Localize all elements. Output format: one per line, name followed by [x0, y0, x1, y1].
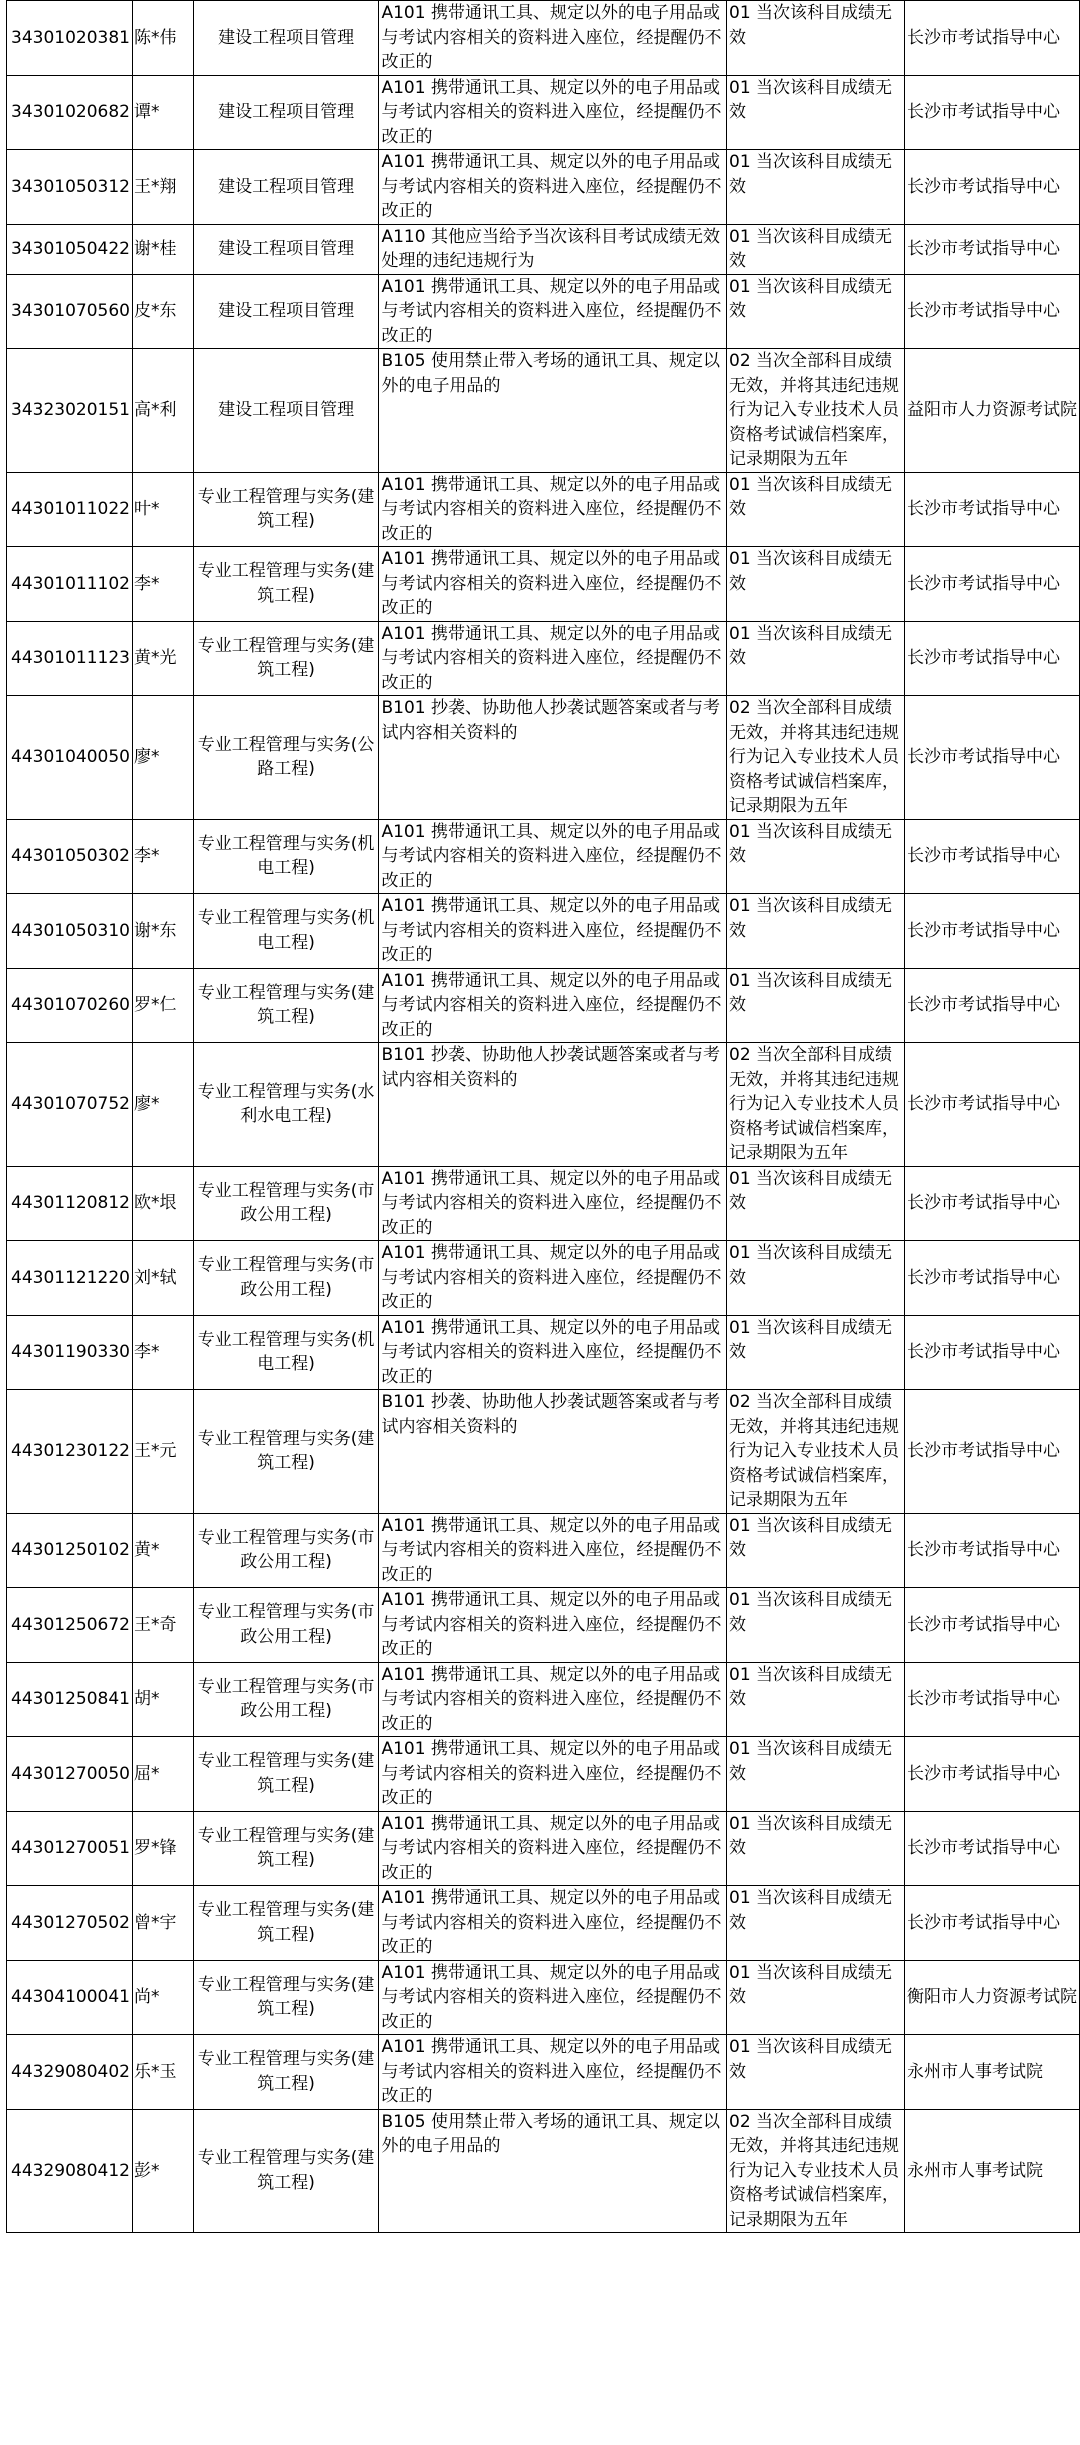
candidate-name-cell: 黄*光	[132, 621, 193, 696]
violation-cell: B101 抄袭、协助他人抄袭试题答案或者与考试内容相关资料的	[379, 1043, 727, 1167]
penalty-cell: 02 当次全部科目成绩无效，并将其违纪违规行为记入专业技术人员资格考试诚信档案库，记录期限为五年	[727, 696, 905, 820]
exam-number-cell: 44301070752	[7, 1043, 133, 1167]
violation-cell: A101 携带通讯工具、规定以外的电子用品或与考试内容相关的资料进入座位，经提醒仍不改正的	[379, 2035, 727, 2110]
subject-cell: 专业工程管理与实务(市政公用工程)	[193, 1588, 379, 1663]
exam-number-cell: 44301270051	[7, 1811, 133, 1886]
subject-cell: 建设工程项目管理	[193, 1, 379, 76]
exam-number-cell: 44301230122	[7, 1390, 133, 1514]
violation-cell: A101 携带通讯工具、规定以外的电子用品或与考试内容相关的资料进入座位，经提醒仍不改正的	[379, 1, 727, 76]
candidate-name-cell: 廖*	[132, 696, 193, 820]
candidate-name-cell: 李*	[132, 819, 193, 894]
violation-cell: A101 携带通讯工具、规定以外的电子用品或与考试内容相关的资料进入座位，经提醒仍不改正的	[379, 1960, 727, 2035]
exam-authority-cell: 长沙市考试指导中心	[904, 1315, 1079, 1390]
exam-number-cell: 44301250672	[7, 1588, 133, 1663]
exam-number-cell: 44304100041	[7, 1960, 133, 2035]
violation-cell: A101 携带通讯工具、规定以外的电子用品或与考试内容相关的资料进入座位，经提醒仍不改正的	[379, 968, 727, 1043]
exam-authority-cell: 长沙市考试指导中心	[904, 968, 1079, 1043]
table-row	[7, 621, 1080, 696]
table-row	[7, 1, 1080, 76]
exam-number-cell: 44301070260	[7, 968, 133, 1043]
exam-number-cell: 44301270050	[7, 1737, 133, 1812]
violation-records-table	[6, 0, 1080, 2233]
penalty-cell: 01 当次该科目成绩无效	[727, 1513, 905, 1588]
penalty-cell: 02 当次全部科目成绩无效，并将其违纪违规行为记入专业技术人员资格考试诚信档案库，记录期限为五年	[727, 1390, 905, 1514]
violation-cell: A101 携带通讯工具、规定以外的电子用品或与考试内容相关的资料进入座位，经提醒仍不改正的	[379, 1811, 727, 1886]
exam-authority-cell: 长沙市考试指导中心	[904, 621, 1079, 696]
penalty-cell: 01 当次该科目成绩无效	[727, 2035, 905, 2110]
table-row	[7, 1166, 1080, 1241]
candidate-name-cell: 罗*仁	[132, 968, 193, 1043]
subject-cell: 建设工程项目管理	[193, 150, 379, 225]
exam-authority-cell: 长沙市考试指导中心	[904, 274, 1079, 349]
table-row	[7, 1390, 1080, 1514]
exam-number-cell: 44329080412	[7, 2109, 133, 2233]
exam-number-cell: 44301250841	[7, 1662, 133, 1737]
penalty-cell: 02 当次全部科目成绩无效，并将其违纪违规行为记入专业技术人员资格考试诚信档案库，记录期限为五年	[727, 1043, 905, 1167]
violation-cell: A101 携带通讯工具、规定以外的电子用品或与考试内容相关的资料进入座位，经提醒仍不改正的	[379, 75, 727, 150]
table-row	[7, 1588, 1080, 1663]
table-row	[7, 1811, 1080, 1886]
exam-number-cell: 44301120812	[7, 1166, 133, 1241]
candidate-name-cell: 刘*轼	[132, 1241, 193, 1316]
candidate-name-cell: 屈*	[132, 1737, 193, 1812]
table-row	[7, 1960, 1080, 2035]
penalty-cell: 01 当次该科目成绩无效	[727, 1737, 905, 1812]
penalty-cell: 01 当次该科目成绩无效	[727, 1960, 905, 2035]
exam-number-cell: 34301050422	[7, 224, 133, 274]
penalty-cell: 01 当次该科目成绩无效	[727, 1886, 905, 1961]
exam-authority-cell: 益阳市人力资源考试院	[904, 349, 1079, 473]
subject-cell: 专业工程管理与实务(建筑工程)	[193, 621, 379, 696]
candidate-name-cell: 胡*	[132, 1662, 193, 1737]
exam-authority-cell: 长沙市考试指导中心	[904, 75, 1079, 150]
subject-cell: 专业工程管理与实务(市政公用工程)	[193, 1241, 379, 1316]
subject-cell: 专业工程管理与实务(机电工程)	[193, 1315, 379, 1390]
exam-number-cell: 44301011022	[7, 472, 133, 547]
penalty-cell: 01 当次该科目成绩无效	[727, 621, 905, 696]
subject-cell: 专业工程管理与实务(建筑工程)	[193, 1811, 379, 1886]
exam-number-cell: 44301121220	[7, 1241, 133, 1316]
subject-cell: 专业工程管理与实务(机电工程)	[193, 819, 379, 894]
exam-authority-cell: 长沙市考试指导中心	[904, 696, 1079, 820]
exam-number-cell: 34323020151	[7, 349, 133, 473]
table-row	[7, 1886, 1080, 1961]
table-row	[7, 547, 1080, 622]
violation-cell: A101 携带通讯工具、规定以外的电子用品或与考试内容相关的资料进入座位，经提醒仍不改正的	[379, 150, 727, 225]
candidate-name-cell: 谢*桂	[132, 224, 193, 274]
table-row	[7, 1513, 1080, 1588]
violation-cell: B101 抄袭、协助他人抄袭试题答案或者与考试内容相关资料的	[379, 696, 727, 820]
candidate-name-cell: 彭*	[132, 2109, 193, 2233]
exam-number-cell: 44329080402	[7, 2035, 133, 2110]
table-row	[7, 1043, 1080, 1167]
exam-authority-cell: 长沙市考试指导中心	[904, 1166, 1079, 1241]
violation-cell: A101 携带通讯工具、规定以外的电子用品或与考试内容相关的资料进入座位，经提醒仍不改正的	[379, 1315, 727, 1390]
exam-authority-cell: 衡阳市人力资源考试院	[904, 1960, 1079, 2035]
exam-authority-cell: 长沙市考试指导中心	[904, 1662, 1079, 1737]
table-row	[7, 472, 1080, 547]
exam-number-cell: 44301011123	[7, 621, 133, 696]
exam-authority-cell: 长沙市考试指导中心	[904, 1513, 1079, 1588]
violation-cell: A101 携带通讯工具、规定以外的电子用品或与考试内容相关的资料进入座位，经提醒仍不改正的	[379, 1886, 727, 1961]
candidate-name-cell: 乐*玉	[132, 2035, 193, 2110]
exam-number-cell: 34301020381	[7, 1, 133, 76]
exam-authority-cell: 长沙市考试指导中心	[904, 1390, 1079, 1514]
penalty-cell: 01 当次该科目成绩无效	[727, 1, 905, 76]
table-row	[7, 696, 1080, 820]
table-body	[7, 1, 1080, 2233]
exam-number-cell: 44301040050	[7, 696, 133, 820]
table-row	[7, 1662, 1080, 1737]
table-row	[7, 894, 1080, 969]
candidate-name-cell: 曾*宇	[132, 1886, 193, 1961]
table-row	[7, 150, 1080, 225]
penalty-cell: 01 当次该科目成绩无效	[727, 819, 905, 894]
subject-cell: 专业工程管理与实务(建筑工程)	[193, 968, 379, 1043]
candidate-name-cell: 陈*伟	[132, 1, 193, 76]
exam-authority-cell: 长沙市考试指导中心	[904, 472, 1079, 547]
subject-cell: 建设工程项目管理	[193, 274, 379, 349]
subject-cell: 专业工程管理与实务(建筑工程)	[193, 1960, 379, 2035]
candidate-name-cell: 罗*锋	[132, 1811, 193, 1886]
candidate-name-cell: 廖*	[132, 1043, 193, 1167]
subject-cell: 专业工程管理与实务(建筑工程)	[193, 2109, 379, 2233]
violation-cell: A101 携带通讯工具、规定以外的电子用品或与考试内容相关的资料进入座位，经提醒仍不改正的	[379, 547, 727, 622]
candidate-name-cell: 尚*	[132, 1960, 193, 2035]
penalty-cell: 01 当次该科目成绩无效	[727, 1166, 905, 1241]
violation-cell: A101 携带通讯工具、规定以外的电子用品或与考试内容相关的资料进入座位，经提醒仍不改正的	[379, 472, 727, 547]
subject-cell: 专业工程管理与实务(建筑工程)	[193, 472, 379, 547]
exam-authority-cell: 长沙市考试指导中心	[904, 1, 1079, 76]
subject-cell: 建设工程项目管理	[193, 75, 379, 150]
violation-cell: A110 其他应当给予当次该科目考试成绩无效处理的违纪违规行为	[379, 224, 727, 274]
subject-cell: 专业工程管理与实务(市政公用工程)	[193, 1166, 379, 1241]
exam-authority-cell: 长沙市考试指导中心	[904, 1811, 1079, 1886]
penalty-cell: 01 当次该科目成绩无效	[727, 472, 905, 547]
exam-authority-cell: 长沙市考试指导中心	[904, 1241, 1079, 1316]
subject-cell: 专业工程管理与实务(建筑工程)	[193, 1737, 379, 1812]
subject-cell: 专业工程管理与实务(市政公用工程)	[193, 1662, 379, 1737]
penalty-cell: 01 当次该科目成绩无效	[727, 894, 905, 969]
violation-cell: A101 携带通讯工具、规定以外的电子用品或与考试内容相关的资料进入座位，经提醒仍不改正的	[379, 1588, 727, 1663]
table-row	[7, 968, 1080, 1043]
exam-authority-cell: 永州市人事考试院	[904, 2035, 1079, 2110]
violation-cell: A101 携带通讯工具、规定以外的电子用品或与考试内容相关的资料进入座位，经提醒仍不改正的	[379, 1737, 727, 1812]
candidate-name-cell: 高*利	[132, 349, 193, 473]
penalty-cell: 01 当次该科目成绩无效	[727, 150, 905, 225]
exam-authority-cell: 长沙市考试指导中心	[904, 819, 1079, 894]
exam-authority-cell: 永州市人事考试院	[904, 2109, 1079, 2233]
table-row	[7, 75, 1080, 150]
candidate-name-cell: 皮*东	[132, 274, 193, 349]
table-row	[7, 1241, 1080, 1316]
violation-cell: B101 抄袭、协助他人抄袭试题答案或者与考试内容相关资料的	[379, 1390, 727, 1514]
table-row	[7, 274, 1080, 349]
exam-number-cell: 34301070560	[7, 274, 133, 349]
candidate-name-cell: 李*	[132, 547, 193, 622]
subject-cell: 建设工程项目管理	[193, 349, 379, 473]
exam-authority-cell: 长沙市考试指导中心	[904, 1588, 1079, 1663]
violation-cell: A101 携带通讯工具、规定以外的电子用品或与考试内容相关的资料进入座位，经提醒仍不改正的	[379, 1662, 727, 1737]
exam-authority-cell: 长沙市考试指导中心	[904, 547, 1079, 622]
violation-cell: A101 携带通讯工具、规定以外的电子用品或与考试内容相关的资料进入座位，经提醒仍不改正的	[379, 1166, 727, 1241]
penalty-cell: 01 当次该科目成绩无效	[727, 274, 905, 349]
violation-cell: B105 使用禁止带入考场的通讯工具、规定以外的电子用品的	[379, 2109, 727, 2233]
penalty-cell: 01 当次该科目成绩无效	[727, 1315, 905, 1390]
violation-cell: A101 携带通讯工具、规定以外的电子用品或与考试内容相关的资料进入座位，经提醒仍不改正的	[379, 1513, 727, 1588]
exam-number-cell: 44301050302	[7, 819, 133, 894]
penalty-cell: 01 当次该科目成绩无效	[727, 1588, 905, 1663]
table-row	[7, 819, 1080, 894]
table-row	[7, 1315, 1080, 1390]
penalty-cell: 01 当次该科目成绩无效	[727, 1811, 905, 1886]
candidate-name-cell: 黄*	[132, 1513, 193, 1588]
exam-authority-cell: 长沙市考试指导中心	[904, 1737, 1079, 1812]
candidate-name-cell: 谢*东	[132, 894, 193, 969]
exam-number-cell: 44301050310	[7, 894, 133, 969]
exam-number-cell: 34301050312	[7, 150, 133, 225]
subject-cell: 专业工程管理与实务(机电工程)	[193, 894, 379, 969]
table-row	[7, 224, 1080, 274]
violation-cell: B105 使用禁止带入考场的通讯工具、规定以外的电子用品的	[379, 349, 727, 473]
penalty-cell: 02 当次全部科目成绩无效，并将其违纪违规行为记入专业技术人员资格考试诚信档案库，记录期限为五年	[727, 349, 905, 473]
candidate-name-cell: 叶*	[132, 472, 193, 547]
subject-cell: 专业工程管理与实务(建筑工程)	[193, 2035, 379, 2110]
exam-number-cell: 44301190330	[7, 1315, 133, 1390]
candidate-name-cell: 王*元	[132, 1390, 193, 1514]
exam-authority-cell: 长沙市考试指导中心	[904, 1886, 1079, 1961]
candidate-name-cell: 欧*垠	[132, 1166, 193, 1241]
exam-authority-cell: 长沙市考试指导中心	[904, 1043, 1079, 1167]
violation-cell: A101 携带通讯工具、规定以外的电子用品或与考试内容相关的资料进入座位，经提醒仍不改正的	[379, 819, 727, 894]
exam-authority-cell: 长沙市考试指导中心	[904, 894, 1079, 969]
table-row	[7, 2035, 1080, 2110]
exam-number-cell: 44301250102	[7, 1513, 133, 1588]
exam-authority-cell: 长沙市考试指导中心	[904, 150, 1079, 225]
subject-cell: 专业工程管理与实务(市政公用工程)	[193, 1513, 379, 1588]
table-row	[7, 349, 1080, 473]
exam-number-cell: 34301020682	[7, 75, 133, 150]
table-row	[7, 2109, 1080, 2233]
penalty-cell: 01 当次该科目成绩无效	[727, 547, 905, 622]
subject-cell: 专业工程管理与实务(建筑工程)	[193, 547, 379, 622]
candidate-name-cell: 谭*	[132, 75, 193, 150]
penalty-cell: 01 当次该科目成绩无效	[727, 224, 905, 274]
subject-cell: 专业工程管理与实务(水利水电工程)	[193, 1043, 379, 1167]
penalty-cell: 01 当次该科目成绩无效	[727, 1241, 905, 1316]
exam-authority-cell: 长沙市考试指导中心	[904, 224, 1079, 274]
subject-cell: 专业工程管理与实务(建筑工程)	[193, 1390, 379, 1514]
penalty-cell: 01 当次该科目成绩无效	[727, 1662, 905, 1737]
penalty-cell: 01 当次该科目成绩无效	[727, 968, 905, 1043]
exam-number-cell: 44301270502	[7, 1886, 133, 1961]
candidate-name-cell: 王*奇	[132, 1588, 193, 1663]
table-row	[7, 1737, 1080, 1812]
violation-cell: A101 携带通讯工具、规定以外的电子用品或与考试内容相关的资料进入座位，经提醒仍不改正的	[379, 894, 727, 969]
violation-cell: A101 携带通讯工具、规定以外的电子用品或与考试内容相关的资料进入座位，经提醒仍不改正的	[379, 621, 727, 696]
penalty-cell: 02 当次全部科目成绩无效，并将其违纪违规行为记入专业技术人员资格考试诚信档案库，记录期限为五年	[727, 2109, 905, 2233]
subject-cell: 专业工程管理与实务(建筑工程)	[193, 1886, 379, 1961]
candidate-name-cell: 李*	[132, 1315, 193, 1390]
violation-cell: A101 携带通讯工具、规定以外的电子用品或与考试内容相关的资料进入座位，经提醒仍不改正的	[379, 274, 727, 349]
candidate-name-cell: 王*翔	[132, 150, 193, 225]
violation-cell: A101 携带通讯工具、规定以外的电子用品或与考试内容相关的资料进入座位，经提醒仍不改正的	[379, 1241, 727, 1316]
penalty-cell: 01 当次该科目成绩无效	[727, 75, 905, 150]
exam-number-cell: 44301011102	[7, 547, 133, 622]
subject-cell: 建设工程项目管理	[193, 224, 379, 274]
subject-cell: 专业工程管理与实务(公路工程)	[193, 696, 379, 820]
